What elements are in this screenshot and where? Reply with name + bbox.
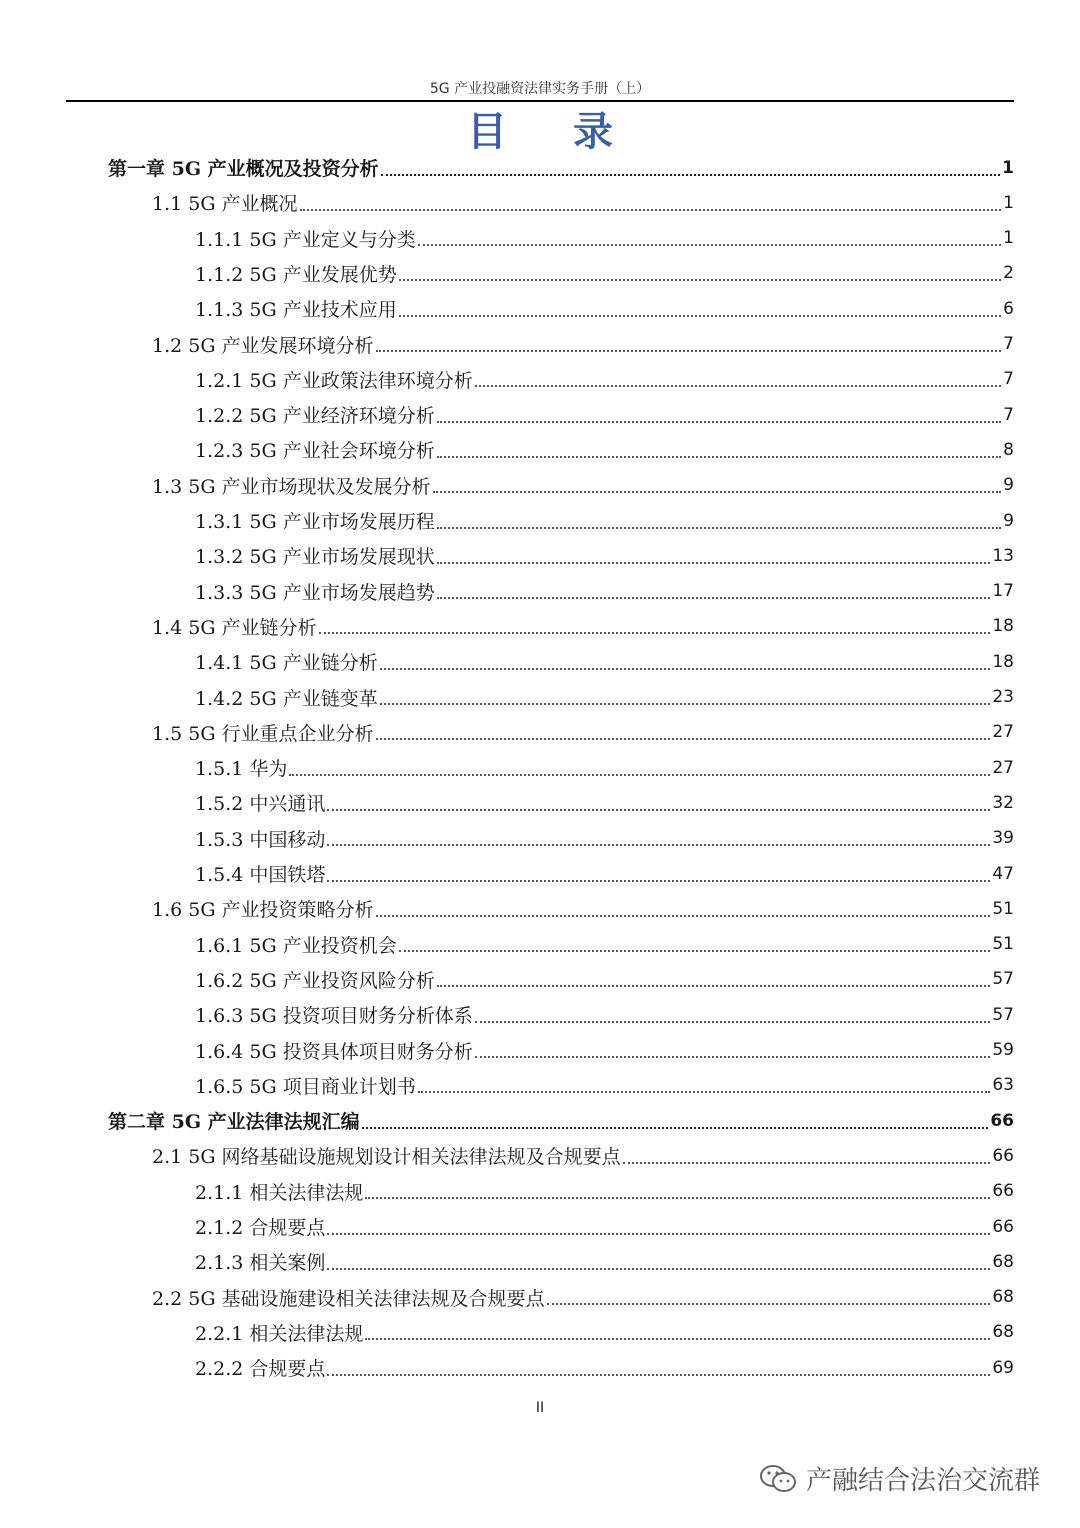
- toc-entry-page: 1: [1002, 157, 1014, 178]
- toc-entry[interactable]: [195, 997, 1014, 1032]
- toc-leader-dots: [327, 844, 990, 846]
- toc-entry[interactable]: [152, 891, 1014, 926]
- toc-entry[interactable]: [195, 256, 1014, 291]
- toc-entry-page: 9: [1003, 475, 1014, 496]
- toc-entry-title: 1.1.1 5G 产业定义与分类: [195, 228, 416, 251]
- toc-entry-title: 1.5.4 中国铁塔: [195, 864, 326, 886]
- toc-entry-title: 1.2.1 5G 产业政策法律环境分析: [195, 369, 473, 392]
- toc-entry-page: 18: [992, 616, 1014, 637]
- toc-entry-title: 1.6.3 5G 投资项目财务分析体系: [195, 1005, 473, 1028]
- toc-entry-page: 13: [992, 545, 1014, 566]
- toc-entry[interactable]: [195, 397, 1014, 432]
- toc-leader-dots: [365, 1338, 990, 1340]
- toc-leader-dots: [433, 491, 1002, 493]
- toc-entry-title: 1.5.3 中国移动: [195, 828, 326, 851]
- toc-leader-dots: [418, 244, 1001, 246]
- toc-entry-page: 51: [992, 934, 1014, 955]
- toc-leader-dots: [437, 597, 991, 599]
- running-header: 5G 产业投融资法律实务手册（上）: [429, 81, 651, 97]
- toc-entry-title: 1.6.1 5G 产业投资机会: [195, 934, 397, 957]
- toc-entry-title: 1.3 5G 产业市场现状及发展分析: [152, 475, 431, 498]
- toc-entry-page: 23: [992, 687, 1014, 707]
- toc-entry-page: 1: [1003, 192, 1014, 213]
- toc-entry[interactable]: [195, 1068, 1014, 1103]
- toc-entry-title: 2.1.2 合规要点: [195, 1217, 326, 1239]
- toc-entry[interactable]: [195, 856, 1014, 891]
- toc-entry-title: 2.1.3 相关案例: [195, 1252, 326, 1275]
- toc-leader-dots: [365, 1197, 990, 1199]
- toc-entry-page: 17: [992, 581, 1014, 602]
- toc-leader-dots: [437, 456, 1001, 458]
- toc-entry-title: 1.6.2 5G 产业投资风险分析: [195, 969, 435, 992]
- toc-entry-page: 8: [1003, 439, 1014, 460]
- toc-entry-title: 2.2.2 合规要点: [195, 1358, 326, 1381]
- toc-leader-dots: [399, 315, 1001, 317]
- toc-entry[interactable]: [195, 644, 1014, 679]
- toc-entry[interactable]: [195, 221, 1014, 256]
- toc-leader-dots: [437, 421, 1001, 423]
- toc-entry[interactable]: [195, 574, 1014, 609]
- toc-entry-title: 2.1 5G 网络基础设施规划设计相关法律法规及合规要点: [152, 1146, 621, 1169]
- toc-entry-page: 7: [1003, 369, 1014, 390]
- toc-entry[interactable]: [108, 150, 1014, 185]
- toc-entry[interactable]: [195, 432, 1014, 467]
- toc-entry[interactable]: [152, 185, 1014, 220]
- toc-entry-title: 1.6 5G 产业投资策略分析: [152, 899, 374, 922]
- toc-entry[interactable]: [195, 538, 1014, 573]
- toc-entry[interactable]: [152, 609, 1014, 644]
- toc-entry-title: 1.5.2 中兴通讯: [195, 793, 326, 816]
- toc-leader-dots: [475, 1021, 991, 1023]
- toc-entry[interactable]: [195, 927, 1014, 962]
- toc-entry-page: 27: [992, 722, 1014, 743]
- toc-entry-page: 6: [1003, 298, 1014, 319]
- watermark-text: 产融结合法治交流群: [806, 1466, 1041, 1496]
- toc-entry-page: 57: [992, 1004, 1014, 1025]
- toc-entry[interactable]: [108, 1103, 1014, 1138]
- toc-entry-page: 66: [992, 1216, 1014, 1237]
- toc-entry-title: 2.1.1 相关法律法规: [195, 1181, 364, 1204]
- toc-entry[interactable]: [195, 785, 1014, 820]
- toc-entry[interactable]: [195, 1209, 1014, 1244]
- wechat-icon: [758, 1463, 798, 1495]
- toc-leader-dots: [327, 1268, 990, 1270]
- toc-entry-title: 1.6.5 5G 项目商业计划书: [195, 1075, 416, 1098]
- toc-entry[interactable]: [195, 362, 1014, 397]
- toc-entry-title: 1.5 5G 行业重点企业分析: [152, 722, 374, 745]
- toc-leader-dots: [437, 562, 991, 564]
- toc-leader-dots: [623, 1162, 991, 1164]
- toc-leader-dots: [399, 279, 1001, 281]
- toc-leader-dots: [399, 950, 991, 952]
- toc-entry-page: 68: [992, 1251, 1014, 1272]
- toc-entry[interactable]: [152, 468, 1014, 503]
- toc-entry-page: 7: [1003, 334, 1014, 354]
- toc-entry-page: 66: [990, 1110, 1014, 1131]
- toc-entry-title: 1.4.1 5G 产业链分析: [195, 652, 378, 675]
- toc-leader-dots: [380, 703, 991, 705]
- toc-entry-page: 66: [992, 1145, 1014, 1166]
- toc-entry-title: 1.5.1 华为: [195, 758, 288, 781]
- toc-entry-title: 1.1 5G 产业概况: [152, 193, 298, 216]
- toc-entry-title: 1.2.2 5G 产业经济环境分析: [195, 405, 435, 428]
- toc-entry[interactable]: [195, 962, 1014, 997]
- toc-entry[interactable]: [195, 1315, 1014, 1350]
- toc-entry-page: 51: [992, 898, 1014, 919]
- toc-entry-title: 2.2.1 相关法律法规: [195, 1322, 364, 1345]
- toc-entry-page: 57: [992, 969, 1014, 990]
- toc-leader-dots: [376, 350, 1002, 352]
- toc-entry-page: 68: [992, 1322, 1014, 1343]
- toc-entry-page: 47: [992, 863, 1014, 884]
- toc-entry[interactable]: [195, 291, 1014, 326]
- toc-leader-dots: [418, 1091, 991, 1093]
- toc-entry[interactable]: [195, 503, 1014, 538]
- toc-leader-dots: [300, 209, 1002, 211]
- toc-leader-dots: [376, 915, 991, 917]
- toc-leader-dots: [319, 632, 991, 634]
- toc-entry[interactable]: [152, 715, 1014, 750]
- toc-entry[interactable]: [152, 1280, 1014, 1315]
- toc-entry-page: 1: [1003, 228, 1014, 249]
- toc-leader-dots: [475, 385, 1001, 387]
- toc-entry-page: 7: [1003, 404, 1014, 425]
- toc-entry[interactable]: [195, 1033, 1014, 1068]
- toc-entry[interactable]: [195, 821, 1014, 856]
- toc-entry-title: 第二章 5G 产业法律法规汇编: [108, 1111, 360, 1134]
- toc-entry-page: 66: [992, 1181, 1014, 1202]
- toc-leader-dots: [327, 1374, 990, 1376]
- toc-leader-dots: [289, 774, 990, 776]
- toc-entry-title: 1.3.2 5G 产业市场发展现状: [195, 546, 435, 569]
- toc-leader-dots: [437, 985, 991, 987]
- toc-entry[interactable]: [152, 327, 1014, 362]
- toc-entry-title: 1.2.3 5G 产业社会环境分析: [195, 440, 435, 463]
- toc-entry-title: 1.1.2 5G 产业发展优势: [195, 263, 397, 286]
- toc-leader-dots: [547, 1303, 991, 1305]
- toc-entry-title: 2.2 5G 基础设施建设相关法律法规及合规要点: [152, 1287, 545, 1310]
- toc-entry-page: 59: [992, 1040, 1014, 1060]
- toc-entry-title: 1.2 5G 产业发展环境分析: [152, 334, 374, 357]
- toc-entry[interactable]: [195, 1350, 1014, 1385]
- toc-leader-dots: [475, 1056, 991, 1058]
- toc-entry-title: 1.3.3 5G 产业市场发展趋势: [195, 581, 435, 604]
- watermark: [758, 1460, 1040, 1497]
- toc-entry[interactable]: [195, 1174, 1014, 1209]
- toc-title: 目 录: [467, 109, 639, 155]
- toc-entry[interactable]: [152, 1138, 1014, 1173]
- toc-entry-title: 1.1.3 5G 产业技术应用: [195, 299, 397, 322]
- toc-leader-dots: [362, 1127, 989, 1129]
- toc-entry-page: 9: [1003, 510, 1014, 531]
- toc-entry-title: 1.4 5G 产业链分析: [152, 616, 317, 639]
- toc-entry-page: 68: [992, 1287, 1014, 1308]
- toc-entry-title: 1.6.4 5G 投资具体项目财务分析: [195, 1040, 473, 1063]
- toc-entry[interactable]: [195, 750, 1014, 785]
- toc-leader-dots: [380, 668, 991, 670]
- toc-entry-page: 32: [992, 792, 1014, 813]
- toc-leader-dots: [327, 880, 990, 882]
- toc-leader-dots: [376, 738, 991, 740]
- toc-entry-page: 18: [992, 651, 1014, 672]
- toc-entry-page: 69: [992, 1357, 1014, 1378]
- toc-entry-page: 27: [992, 757, 1014, 778]
- toc-entry-title: 1.4.2 5G 产业链变革: [195, 687, 378, 710]
- toc-entry-page: 2: [1003, 263, 1014, 284]
- toc-entry-page: 63: [992, 1075, 1014, 1096]
- toc-leader-dots: [327, 809, 990, 811]
- toc-entry[interactable]: [195, 1244, 1014, 1279]
- toc-entry-page: 39: [992, 828, 1014, 849]
- toc-leader-dots: [437, 527, 1001, 529]
- toc-leader-dots: [381, 174, 1000, 176]
- toc-entry[interactable]: [195, 680, 1014, 715]
- page-number: II: [535, 1400, 545, 1416]
- toc-entry-title: 第一章 5G 产业概况及投资分析: [108, 158, 379, 180]
- toc-leader-dots: [327, 1233, 990, 1235]
- toc-entry-title: 1.3.1 5G 产业市场发展历程: [195, 511, 435, 533]
